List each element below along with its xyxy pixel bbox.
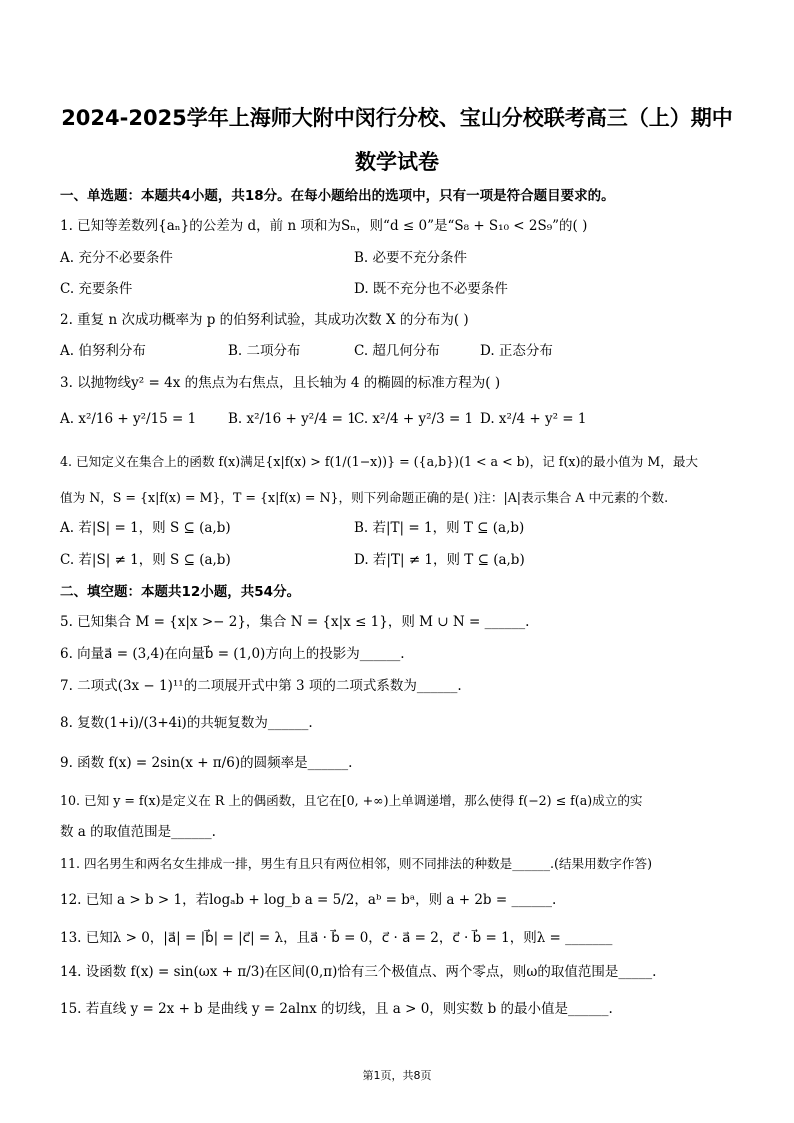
section-fill-blank-header: 二、填空题：本题共12小题，共54分。 [60,584,301,600]
section-single-choice-header: 一、单选题：本题共4小题，共18分。在每小题给出的选项中，只有一项是符合题目要求的。 [60,188,615,204]
question-6: 6. 向量a⃗ = (3,4)在向量b⃗ = (1,0)方向上的投影为______. [60,646,405,662]
question-15: 15. 若直线 y = 2x + b 是曲线 y = 2alnx 的切线，且 a > 0，则实数 b 的最小值是______. [60,1001,613,1017]
question-7: 7. 二项式(3x − 1)¹¹的二项展开式中第 3 项的二项式系数为______. [60,678,462,694]
question-4-option-b: B. 若|T| = 1，则 T ⊆ (a,b) [354,520,525,536]
question-1-option-a: A. 充分不必要条件 [60,250,173,266]
exam-title-line2: 数学试卷 [355,150,439,174]
question-3-option-c: C. x²/4 + y²/3 = 1 [354,411,474,427]
question-1-option-d: D. 既不充分也不必要条件 [354,281,508,297]
question-14: 14. 设函数 f(x) = sin(ωx + π/3)在区间(0,π)恰有三个极值点、两个零点，则ω的取值范围是_____. [60,964,657,980]
question-3-option-b: B. x²/16 + y²/4 = 1 [228,411,356,427]
question-9: 9. 函数 f(x) = 2sin(x + π/6)的圆频率是______. [60,755,353,771]
question-2-option-a: A. 伯努利分布 [60,343,146,359]
question-8: 8. 复数(1+i)/(3+4i)的共轭复数为______. [60,715,313,731]
question-1-option-b: B. 必要不充分条件 [354,250,468,266]
question-1-stem: 1. 已知等差数列{aₙ}的公差为 d，前 n 项和为Sₙ，则“d ≤ 0”是“S₈ + S₁₀ < 2S₉”的( ) [60,218,588,234]
question-2-option-c: C. 超几何分布 [354,343,440,359]
exam-title-line1: 2024-2025学年上海师大附中闵行分校、宝山分校联考高三（上）期中 [61,106,733,130]
question-2-stem: 2. 重复 n 次成功概率为 p 的伯努利试验，其成功次数 X 的分布为( ) [60,312,469,328]
question-3-option-d: D. x²/4 + y² = 1 [480,411,587,427]
question-10-line1: 10. 已知 y = f(x)是定义在 R 上的偶函数，且它在[0, +∞)上单调递增，那么使得 f(−2) ≤ f(a)成立的实 [60,793,643,808]
question-5: 5. 已知集合 M = {x|x >− 2}，集合 N = {x|x ≤ 1}，则 M ∪ N = ______. [60,614,530,630]
question-4-option-a: A. 若|S| = 1，则 S ⊆ (a,b) [60,520,231,536]
question-4-stem-line2: 值为 N，S = {x|f(x) = M}，T = {x|f(x) = N}，则下列命题正确的是( )注：|A|表示集合 A 中元素的个数. [60,490,669,505]
question-1-option-c: C. 充要条件 [60,281,133,297]
page-footer: 第1页，共8页 [362,1069,432,1082]
question-10-line2: 数 a 的取值范围是______. [60,824,216,840]
question-3-option-a: A. x²/16 + y²/15 = 1 [60,411,197,427]
question-3-stem: 3. 以抛物线y² = 4x 的焦点为右焦点，且长轴为 4 的椭圆的标准方程为( ) [60,375,501,391]
question-4-option-d: D. 若|T| ≠ 1，则 T ⊆ (a,b) [354,552,525,568]
question-12: 12. 已知 a > b > 1，若logₐb + log_b a = 5/2，aᵇ = bᵃ，则 a + 2b = ______. [60,892,557,908]
question-11: 11. 四名男生和两名女生排成一排，男生有且只有两位相邻，则不同排法的种数是______.(结果用数字作答) [60,856,652,871]
question-4-option-c: C. 若|S| ≠ 1，则 S ⊆ (a,b) [60,552,231,568]
question-2-option-b: B. 二项分布 [228,343,301,359]
question-2-option-d: D. 正态分布 [480,343,553,359]
question-4-stem-line1: 4. 已知定义在集合上的函数 f(x)满足{x|f(x) > f(1/(1−x))} = ({a,b})(1 < a < b)，记 f(x)的最小值为 M，最大 [60,454,699,469]
question-13: 13. 已知λ > 0，|a⃗| = |b⃗| = |c⃗| = λ，且a⃗ · b⃗ = 0，c⃗ · a⃗ = 2，c⃗ · b⃗ = 1，则λ = _______ [60,930,613,946]
